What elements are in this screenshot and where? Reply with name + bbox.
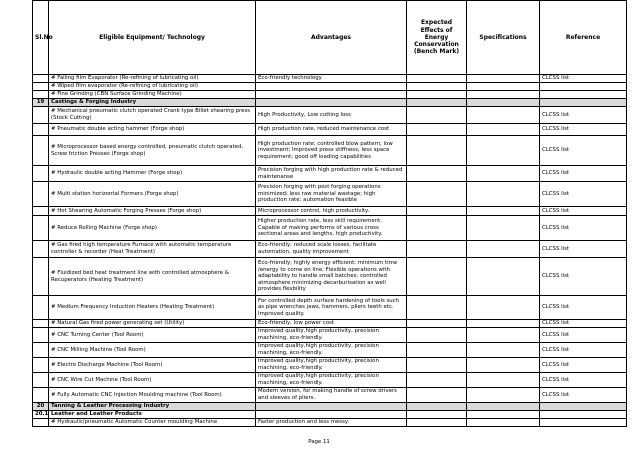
reference-cell: CLCSS list: [540, 241, 627, 258]
specifications-cell: [467, 343, 540, 358]
slno-cell: [33, 320, 49, 328]
advantages-cell: High production rate; controlled blow pattern; low investment; Improved press stiffness; less space requirement; good off loading capabilities: [256, 136, 407, 166]
reference-cell: CLCSS list: [540, 388, 627, 403]
table-row: [33, 91, 627, 99]
reference-cell: CLCSS list: [540, 124, 627, 136]
specifications-cell: [467, 388, 540, 403]
table-row: [33, 124, 627, 136]
expected-cell: [407, 99, 467, 107]
expected-cell: [407, 388, 467, 403]
advantages-cell: [256, 411, 407, 419]
equipment-cell: # Fully Automatic CNC Injection Moulding machine (Tool Room): [49, 388, 256, 403]
slno-cell: [33, 83, 49, 91]
advantages-cell: Eco-friendly, low power cost: [256, 320, 407, 328]
equipment-cell: # Pneumatic double acting hammer (Forge shop): [49, 124, 256, 136]
table-row: [33, 75, 627, 83]
document-sheet: [32, 0, 626, 427]
specifications-cell: [467, 373, 540, 388]
expected-cell: [407, 411, 467, 419]
expected-cell: [407, 373, 467, 388]
specifications-cell: [467, 166, 540, 182]
table-row: [33, 107, 627, 124]
specifications-cell: [467, 296, 540, 320]
table-row: [33, 182, 627, 207]
advantages-cell: [256, 99, 407, 107]
expected-cell: [407, 343, 467, 358]
expected-cell: [407, 328, 467, 343]
specifications-cell: [467, 411, 540, 419]
specifications-cell: [467, 258, 540, 296]
expected-cell: [407, 403, 467, 411]
header-advantages: Advantages: [256, 1, 407, 75]
reference-cell: CLCSS list: [540, 75, 627, 83]
section-row: [33, 403, 627, 411]
reference-cell: CLCSS list: [540, 358, 627, 373]
equipment-cell: # Falling film Evaporator (Re-refining of lubricating oil): [49, 75, 256, 83]
equipment-cell: # Hydraulic double acting Hammer (Forge shop): [49, 166, 256, 182]
expected-cell: [407, 241, 467, 258]
equipment-cell: # Wiped film evaporator (Re-refining of lubricating oil): [49, 83, 256, 91]
subsection-row: [33, 411, 627, 419]
table-row: [33, 207, 627, 216]
advantages-cell: Eco-friendly, reduced scale losses, facilitate automation, quality improvement: [256, 241, 407, 258]
expected-cell: [407, 107, 467, 124]
expected-cell: [407, 91, 467, 99]
page-number: Page 11: [308, 439, 330, 445]
specifications-cell: [467, 136, 540, 166]
reference-cell: [540, 411, 627, 419]
section-number: 20.1: [33, 411, 49, 419]
header-reference: Reference: [540, 1, 627, 75]
expected-cell: [407, 166, 467, 182]
specifications-cell: [467, 182, 540, 207]
reference-cell: CLCSS list: [540, 182, 627, 207]
advantages-cell: Modern version, for making handle of screw drivers and sleeves of pliers.: [256, 388, 407, 403]
specifications-cell: [467, 419, 540, 427]
equipment-cell: # Natural Gas fired power generating set (Utility): [49, 320, 256, 328]
specifications-cell: [467, 403, 540, 411]
advantages-cell: Improved quality,high productivity, precision machining, eco-friendly.: [256, 358, 407, 373]
specifications-cell: [467, 241, 540, 258]
expected-cell: [407, 124, 467, 136]
advantages-cell: Microprocessor control, high productivity.: [256, 207, 407, 216]
slno-cell: [33, 207, 49, 216]
slno-cell: [33, 328, 49, 343]
slno-cell: [33, 124, 49, 136]
slno-cell: [33, 182, 49, 207]
reference-cell: CLCSS list: [540, 107, 627, 124]
reference-cell: CLCSS list: [540, 207, 627, 216]
header-specifications: Specifications: [467, 1, 540, 75]
advantages-cell: Precision forging with post forging operations minimized; less raw material wastage; high production rate; automation feasible: [256, 182, 407, 207]
equipment-cell: # CNC Milling Machine (Tool Room): [49, 343, 256, 358]
specifications-cell: [467, 91, 540, 99]
reference-cell: [540, 99, 627, 107]
advantages-cell: Eco-friendly technology: [256, 75, 407, 83]
equipment-cell: # Microprocessor based energy controlled, pneumatic clutch operated, Screw friction Presses (Forge shop): [49, 136, 256, 166]
slno-cell: [33, 91, 49, 99]
equipment-cell: # Multi station horizontal Formers (Forge shop): [49, 182, 256, 207]
expected-cell: [407, 75, 467, 83]
reference-cell: [540, 403, 627, 411]
specifications-cell: [467, 99, 540, 107]
expected-cell: [407, 258, 467, 296]
table-row: [33, 296, 627, 320]
slno-cell: [33, 241, 49, 258]
expected-cell: [407, 207, 467, 216]
specifications-cell: [467, 207, 540, 216]
expected-cell: [407, 216, 467, 241]
expected-cell: [407, 83, 467, 91]
advantages-cell: Faster production and less messy.: [256, 419, 407, 427]
advantages-cell: Precision forging with high production rate & reduced maintenanse: [256, 166, 407, 182]
expected-cell: [407, 182, 467, 207]
advantages-cell: [256, 91, 407, 99]
table-row: [33, 388, 627, 403]
slno-cell: [33, 216, 49, 241]
equipment-cell: # Medium Frequency Induction Heaters (Heating Treatment): [49, 296, 256, 320]
equipment-cell: # Fine Grinding (CBN Surface Grinding Machine): [49, 91, 256, 99]
reference-cell: [540, 91, 627, 99]
advantages-cell: Improved quality,high productivity, precision machining, eco-friendly.: [256, 328, 407, 343]
table-row: [33, 358, 627, 373]
table-row: [33, 241, 627, 258]
table-row: [33, 320, 627, 328]
slno-cell: [33, 258, 49, 296]
section-title: Tanning & Leather Processing Industry: [49, 403, 256, 411]
reference-cell: CLCSS list: [540, 320, 627, 328]
header-slno: Sl.No: [33, 1, 49, 75]
advantages-cell: Higher production rate, less skill requirement. Capable of making performs of various cross sectional areas and lengths, high productivity.: [256, 216, 407, 241]
specifications-cell: [467, 320, 540, 328]
table-body: [33, 75, 627, 427]
slno-cell: [33, 107, 49, 124]
advantages-cell: For controlled depth surface hardening of tools such as pipe wrenches jaws, hammers, pliers teeth etc. Improved quality.: [256, 296, 407, 320]
slno-cell: [33, 136, 49, 166]
section-number: 19: [33, 99, 49, 107]
reference-cell: CLCSS list: [540, 343, 627, 358]
advantages-cell: Eco-friendly; highly energy efficient; minimum time /energy to come on line; Flexible operations with adaptability to handle small batches; controlled atmosphere minimizing decarburisation as well provides flexbility: [256, 258, 407, 296]
equipment-cell: # Reduce Rolling Machine (Forge shop): [49, 216, 256, 241]
slno-cell: [33, 373, 49, 388]
reference-cell: CLCSS list: [540, 258, 627, 296]
equipment-table: [32, 0, 627, 427]
slno-cell: [33, 388, 49, 403]
reference-cell: CLCSS list: [540, 296, 627, 320]
expected-cell: [407, 296, 467, 320]
equipment-cell: # Fluidized bed heat treatment line with controlled atmosphere & Recuperators (Heating Treatment): [49, 258, 256, 296]
specifications-cell: [467, 216, 540, 241]
expected-cell: [407, 320, 467, 328]
slno-cell: [33, 358, 49, 373]
reference-cell: [540, 83, 627, 91]
table-row: [33, 216, 627, 241]
expected-cell: [407, 358, 467, 373]
advantages-cell: Improved quality,high productivity, precision machining, eco-friendly.: [256, 343, 407, 358]
advantages-cell: Improved quality,high productivity, precision machining, eco-friendly.: [256, 373, 407, 388]
reference-cell: [540, 419, 627, 427]
advantages-cell: High Productivity, Low cutting loss: [256, 107, 407, 124]
table-row: [33, 343, 627, 358]
reference-cell: CLCSS list: [540, 373, 627, 388]
advantages-cell: [256, 403, 407, 411]
section-title: Castings & Forging Industry: [49, 99, 256, 107]
section-row: [33, 99, 627, 107]
reference-cell: CLCSS list: [540, 328, 627, 343]
table-row: [33, 419, 627, 427]
equipment-cell: # Electro Discharge Machine (Tool Room): [49, 358, 256, 373]
expected-cell: [407, 419, 467, 427]
specifications-cell: [467, 358, 540, 373]
slno-cell: [33, 343, 49, 358]
table-row: [33, 83, 627, 91]
table-row: [33, 136, 627, 166]
equipment-cell: # Mechanical pneumatic clutch operated Crank type Billet shearing press (Stock Cutting): [49, 107, 256, 124]
expected-cell: [407, 136, 467, 166]
advantages-cell: [256, 83, 407, 91]
equipment-cell: # Hot Shearing Automatic Forging Presses (Forge shop): [49, 207, 256, 216]
slno-cell: [33, 419, 49, 427]
header-expected-effects: Expected Effects of Energy Conservation (Bench Mark): [407, 1, 467, 75]
slno-cell: [33, 75, 49, 83]
reference-cell: CLCSS list: [540, 216, 627, 241]
table-row: [33, 373, 627, 388]
table-row: [33, 258, 627, 296]
slno-cell: [33, 296, 49, 320]
reference-cell: CLCSS list: [540, 136, 627, 166]
header-equipment: Eligible Equipment/ Technology: [49, 1, 256, 75]
section-number: 20: [33, 403, 49, 411]
specifications-cell: [467, 107, 540, 124]
advantages-cell: High production rate, reduced maintenance cost: [256, 124, 407, 136]
equipment-cell: # CNC Turning Center (Tool Room): [49, 328, 256, 343]
specifications-cell: [467, 124, 540, 136]
slno-cell: [33, 166, 49, 182]
reference-cell: CLCSS list: [540, 166, 627, 182]
specifications-cell: [467, 75, 540, 83]
table-row: [33, 328, 627, 343]
section-title: Leather and Leather Products: [49, 411, 256, 419]
table-row: [33, 166, 627, 182]
equipment-cell: # CNC Wire Cut Machine (Tool Room): [49, 373, 256, 388]
specifications-cell: [467, 328, 540, 343]
equipment-cell: # Gas fired high temperature Furnace with automatic temperature controller & recorder (Heat Treatment): [49, 241, 256, 258]
header-row: [33, 1, 627, 75]
equipment-cell: # Hydraulic/pneumatic Automatic Counter moulding Machine: [49, 419, 256, 427]
specifications-cell: [467, 83, 540, 91]
